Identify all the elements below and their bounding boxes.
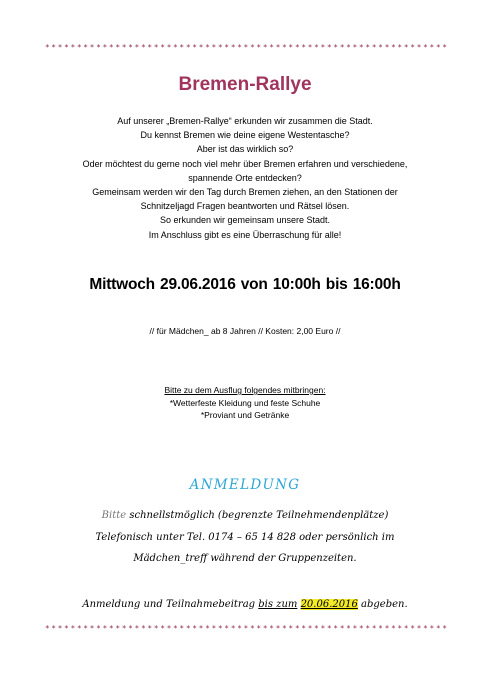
deadline-until: bis zum xyxy=(258,599,298,610)
intro-line: Gemeinsam werden wir den Tag durch Bremen ziehen, an den Stationen der xyxy=(92,187,398,198)
intro-line: Auf unserer „Bremen-Rallye“ erkunden wir zusammen die Stadt. xyxy=(117,116,373,126)
event-info-line: // für Mädchen_ ab 8 Jahren // Kosten: 2,00 Euro // xyxy=(149,326,341,336)
intro-line: Oder möchtest du gerne noch viel mehr über Bremen erfahren und verschiedene, xyxy=(82,158,408,169)
bring-heading: Bitte zu dem Ausflug folgendes mitbringen: xyxy=(164,385,326,395)
bring-item: *Proviant und Getränke xyxy=(200,410,290,420)
intro-text xyxy=(40,114,450,242)
bring-item: *Wetterfeste Kleidung und feste Schuhe xyxy=(169,397,321,408)
star-divider-top: * * * * * * * * * * * * * * * * * * * * * * * * * * * * * * * * * * * * * * * * * * * * * * * * * * * * * * * * * * * * * * * xyxy=(45,43,447,52)
deadline-line xyxy=(0,599,490,610)
anmeldung-line-1 xyxy=(30,505,460,527)
intro-line: So erkunden wir gemeinsam unsere Stadt. xyxy=(159,215,331,226)
anmeldung-bitte: Bitte xyxy=(101,510,127,521)
anmeldung-line-1-rest: schnellstmöglich (begrenzte Teilnehmendenplätze) xyxy=(126,510,389,521)
anmeldung-text xyxy=(30,505,460,570)
deadline-suffix: abgeben. xyxy=(357,599,408,610)
intro-line: Im Anschluss gibt es eine Überraschung für alle! xyxy=(148,229,342,240)
deadline-date-highlight: 20.06.2016 xyxy=(300,599,358,610)
deadline-prefix: Anmeldung und Teilnahmebeitrag xyxy=(82,599,259,610)
star-divider-bottom: * * * * * * * * * * * * * * * * * * * * * * * * * * * * * * * * * * * * * * * * * * * * * * * * * * * * * * * * * * * * * * * xyxy=(45,624,447,633)
anmeldung-heading: ANMELDUNG xyxy=(189,477,301,493)
page-title: Bremen-Rallye xyxy=(178,74,312,95)
event-date-time: Mittwoch 29.06.2016 von 10:00h bis 16:00h xyxy=(89,276,401,293)
anmeldung-line-3: Mädchen_treff während der Gruppenzeiten. xyxy=(133,553,357,564)
intro-line: Aber ist das wirklich so? xyxy=(196,144,294,155)
intro-line: spannende Orte entdecken? xyxy=(188,172,302,183)
intro-line: Du kennst Bremen wie deine eigene Westentasche? xyxy=(140,130,350,141)
bring-list xyxy=(0,384,490,422)
intro-line: Schnitzeljagd Fragen beantworten und Rätsel lösen. xyxy=(140,201,350,212)
anmeldung-line-2: Telefonisch unter Tel. 0174 – 65 14 828 oder persönlich im xyxy=(95,531,395,543)
